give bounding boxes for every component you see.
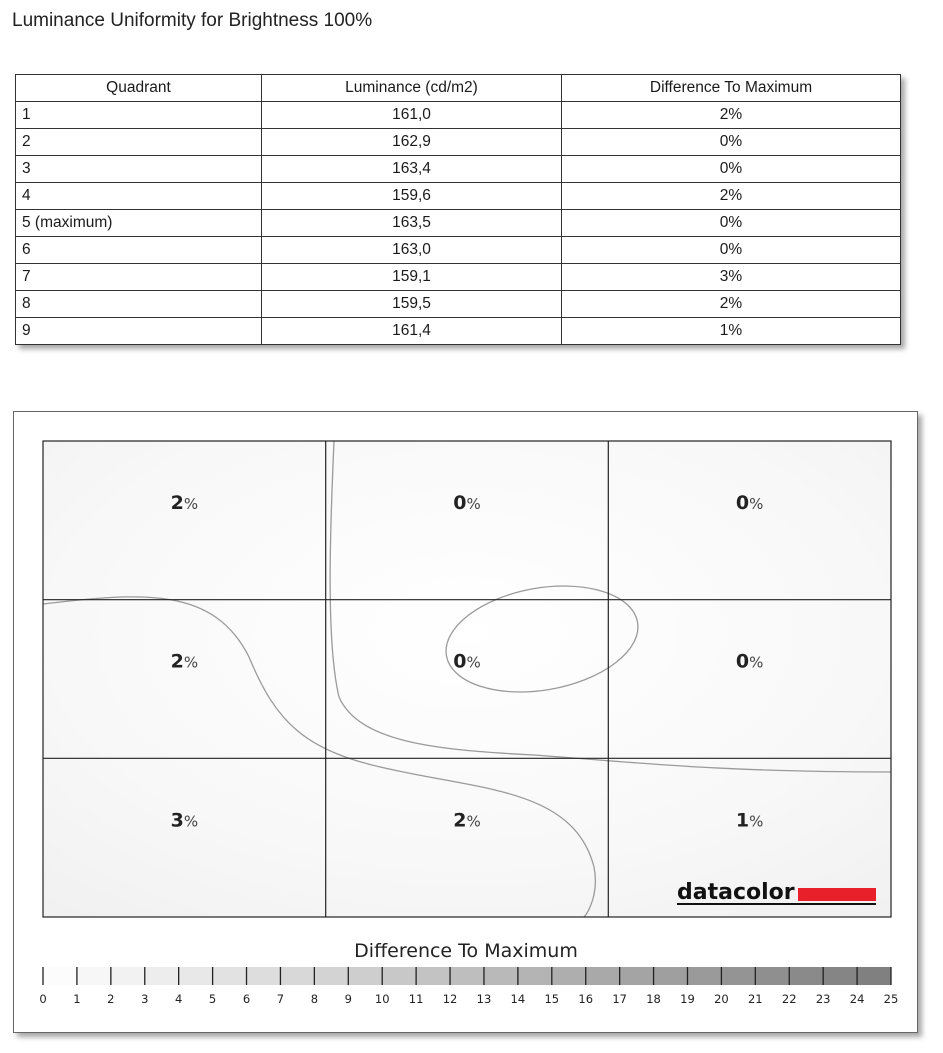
cell-quadrant: 7 [16, 264, 262, 291]
legend-title: Difference To Maximum [354, 940, 578, 962]
cell-quadrant: 1 [16, 102, 262, 129]
legend-tick-label: 1 [73, 992, 81, 1006]
cell-difference: 0% [562, 156, 901, 183]
legend-swatch [43, 967, 77, 985]
table-row [16, 210, 901, 237]
cell-quadrant: 5 (maximum) [16, 210, 262, 237]
table-row [16, 102, 901, 129]
cell-difference: 0% [562, 129, 901, 156]
legend-swatch [179, 967, 213, 985]
legend-swatch [687, 967, 721, 985]
legend-tick-label: 25 [883, 992, 899, 1006]
legend-swatch [111, 967, 145, 985]
cell-luminance: 159,5 [262, 291, 562, 318]
cell-value-label: 3% [170, 809, 199, 832]
cell-luminance: 163,4 [262, 156, 562, 183]
legend-swatch [416, 967, 450, 985]
cell-value-label: 2% [170, 492, 199, 514]
legend-swatch [789, 967, 823, 985]
legend-swatch [721, 967, 755, 985]
cell-value-label: 0% [453, 650, 481, 673]
legend-tick-label: 13 [476, 992, 492, 1006]
cell-difference: 2% [562, 183, 901, 210]
legend-tick-label: 22 [781, 992, 797, 1006]
legend-swatch [280, 967, 314, 985]
table-row [16, 264, 901, 291]
legend-swatch [145, 967, 179, 985]
cell-luminance: 163,5 [262, 210, 562, 237]
legend-swatch [755, 967, 789, 985]
legend-tick-label: 4 [175, 992, 183, 1006]
legend-swatch [823, 967, 857, 985]
legend-swatch [620, 967, 654, 985]
legend-swatch [314, 967, 348, 985]
cell-value-label: 2% [170, 650, 199, 673]
cell-quadrant: 3 [16, 156, 262, 183]
cell-difference: 2% [562, 102, 901, 129]
cell-quadrant: 6 [16, 237, 262, 264]
cell-luminance: 163,0 [262, 237, 562, 264]
cell-difference: 1% [562, 318, 901, 345]
legend-swatch [247, 967, 281, 985]
cell-value-label: 1% [735, 809, 764, 832]
legend-swatch [586, 967, 620, 985]
header-quadrant: Quadrant [16, 75, 262, 102]
luminance-table [15, 74, 901, 345]
cell-quadrant: 9 [16, 318, 262, 345]
legend-tick-label: 7 [276, 992, 285, 1006]
legend-tick-label: 20 [714, 992, 729, 1006]
legend-tick-label: 17 [612, 992, 627, 1006]
legend-swatch [77, 967, 111, 985]
legend-swatch [552, 967, 586, 985]
legend-swatch [484, 967, 518, 985]
legend-swatch [382, 967, 416, 985]
legend-tick-label: 9 [344, 992, 352, 1006]
table-row [16, 129, 901, 156]
cell-value-label: 0% [735, 650, 764, 673]
legend-tick-label: 5 [208, 992, 217, 1006]
uniformity-map-panel [13, 411, 918, 1033]
legend-tick-label: 24 [849, 992, 865, 1006]
table-row [16, 156, 901, 183]
header-luminance: Luminance (cd/m2) [262, 75, 562, 102]
brand-accent-bar [798, 888, 876, 901]
luminance-table-container [15, 74, 901, 345]
legend-swatch [348, 967, 382, 985]
cell-luminance: 162,9 [262, 129, 562, 156]
table-row [16, 183, 901, 210]
legend-tick-label: 10 [374, 992, 390, 1006]
cell-value-label: 0% [453, 492, 481, 514]
table-row [16, 237, 901, 264]
cell-luminance: 161,4 [262, 318, 562, 345]
cell-quadrant: 8 [16, 291, 262, 318]
legend-tick-label: 18 [646, 992, 661, 1006]
cell-luminance: 159,1 [262, 264, 562, 291]
legend-swatch [857, 967, 891, 985]
legend-tick-label: 3 [141, 992, 149, 1006]
cell-difference: 2% [562, 291, 901, 318]
cell-difference: 0% [562, 210, 901, 237]
cell-luminance: 159,6 [262, 183, 562, 210]
legend-swatch [654, 967, 688, 985]
cell-quadrant: 4 [16, 183, 262, 210]
legend-swatch [213, 967, 247, 985]
uniformity-map-chart [14, 412, 917, 1032]
legend-tick-label: 11 [408, 992, 424, 1006]
legend-swatch [518, 967, 552, 985]
legend-tick-label: 19 [680, 992, 695, 1006]
legend-tick-label: 8 [310, 992, 319, 1006]
cell-difference: 3% [562, 264, 901, 291]
legend-swatch [450, 967, 484, 985]
cell-difference: 0% [562, 237, 901, 264]
legend-tick-label: 0 [39, 992, 47, 1006]
table-row [16, 318, 901, 345]
cell-value-label: 0% [735, 492, 764, 514]
legend-tick-label: 12 [442, 992, 458, 1006]
legend-tick-label: 6 [242, 992, 251, 1006]
cell-value-label: 2% [453, 809, 481, 832]
cell-luminance: 161,0 [262, 102, 562, 129]
legend-tick-label: 2 [107, 992, 115, 1006]
table-header-row [16, 75, 901, 102]
legend-tick-label: 14 [510, 992, 526, 1006]
brand-text: datacolor [677, 880, 795, 905]
cell-quadrant: 2 [16, 129, 262, 156]
legend-tick-label: 16 [578, 992, 594, 1006]
page-title: Luminance Uniformity for Brightness 100% [12, 10, 373, 31]
legend-tick-label: 15 [544, 992, 560, 1006]
legend-tick-label: 23 [815, 992, 831, 1006]
table-row [16, 291, 901, 318]
legend-tick-label: 21 [747, 992, 763, 1006]
header-difference: Difference To Maximum [562, 75, 901, 102]
